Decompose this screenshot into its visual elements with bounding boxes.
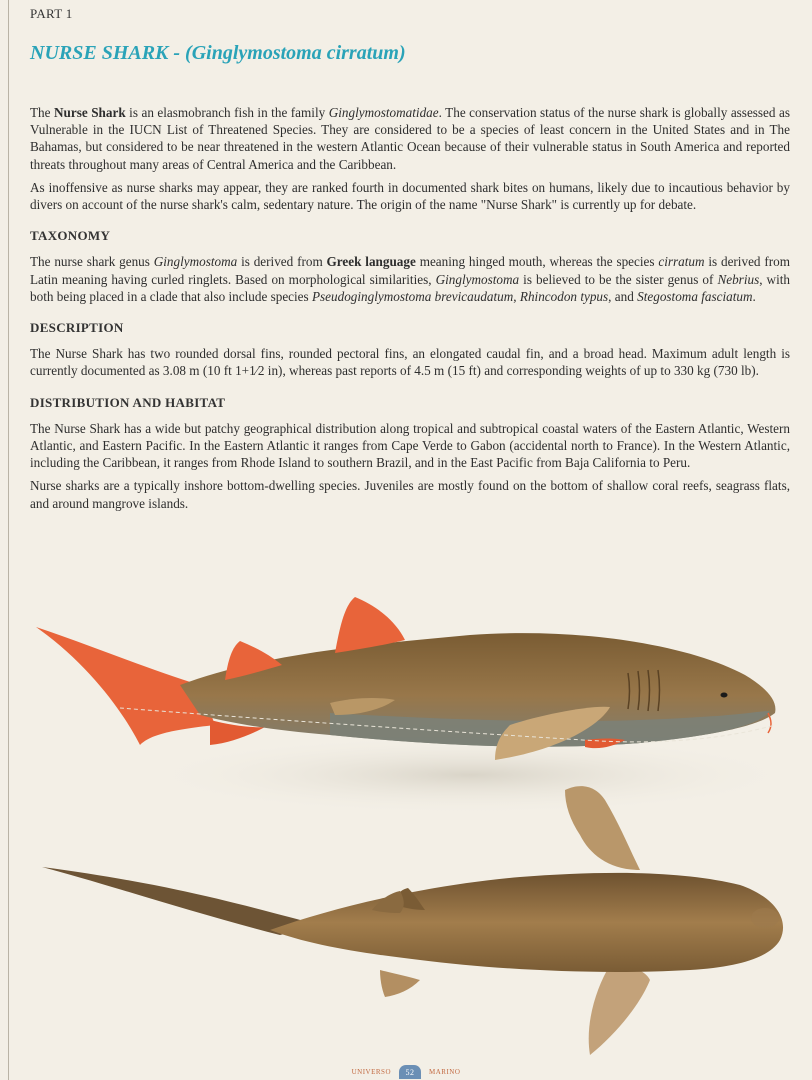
description-heading: DESCRIPTION <box>30 320 124 336</box>
dorsal-tail <box>42 867 320 935</box>
page-title: NURSE SHARK - (Ginglymostoma cirratum) <box>30 42 406 64</box>
head-spot <box>751 908 779 928</box>
dorsal-body <box>270 873 783 972</box>
intro-paragraph-1: The Nurse Shark is an elasmobranch fish in the family Ginglymostomatidae. The conservation status of the nurse shark is globally assessed as Vulnerable in the IUCN List of Threatened Species. They are considered to be a species of least concern in the United States and in The Bahamas, but considered to be near threatened in the western Atlantic Ocean because of their vulnerable status in South America and reported threats throughout many areas of Central America and the Caribbean. <box>30 105 790 172</box>
lower-pectoral-fin <box>589 965 650 1055</box>
intro-paragraph-2: As inoffensive as nurse sharks may appear, they are ranked fourth in documented shark bites on humans, likely due to incautious behavior by divers on account of the nurse shark's calm, sedentary nature. The origin of the name "Nurse Shark" is currently up for debate. <box>30 179 790 213</box>
part-label: PART 1 <box>30 6 73 21</box>
taxonomy-heading: TAXONOMY <box>30 228 111 244</box>
nurse-shark-illustration <box>0 585 812 1065</box>
shark-side-view <box>36 597 775 760</box>
article-body <box>30 104 790 518</box>
footer-left-text: UNIVERSO <box>351 1068 391 1076</box>
shark-eye <box>721 693 728 698</box>
shark-dorsal-view <box>42 786 783 1055</box>
taxonomy-paragraph: The nurse shark genus Ginglymostoma is derived from Greek language meaning hinged mouth, whereas the species cirratum is derived from Latin meaning having curled ringlets. Based on morphological similarities, Ginglymostoma is believed to be the sister genus of Nebrius, with both being placed in a clade that also include species Pseudoginglymostoma brevicaudatum, Rhincodon typus, and Stegostoma fasciatum. <box>30 254 790 304</box>
distribution-paragraph-1: The Nurse Shark has a wide but patchy geographical distribution along tropical and subtropical coastal waters of the Eastern Atlantic, Western Atlantic, and Eastern Pacific. In the Eastern Atlantic it ranges from Cape Verde to Gabon (accidental north to France). In the Western Atlantic, including the Caribbean, it ranges from Rhode Island to southern Brazil, and in the East Pacific from Baja California to Peru. <box>30 420 790 471</box>
description-paragraph: The Nurse Shark has two rounded dorsal fins, rounded pectoral fins, an elongated caudal fin, and a broad head. Maximum adult length is currently documented as 3.08 m (10 ft 1+1⁄2 in), whereas past reports of 4.5 m (15 ft) and corresponding weights of up to 330 kg (730 lb). <box>30 346 790 379</box>
distribution-paragraph-2: Nurse sharks are a typically inshore bottom-dwelling species. Juveniles are mostly found on the bottom of shallow coral reefs, seagrass flats, and around mangrove islands. <box>30 478 790 511</box>
distribution-heading: DISTRIBUTION AND HABITAT <box>30 394 226 410</box>
page-number: 52 <box>399 1065 421 1079</box>
footer-right-text: MARINO <box>429 1068 461 1076</box>
dorsal-view-pelvic-lower <box>380 970 420 997</box>
side-shark-shadow <box>140 735 800 815</box>
page-footer <box>0 1064 812 1080</box>
